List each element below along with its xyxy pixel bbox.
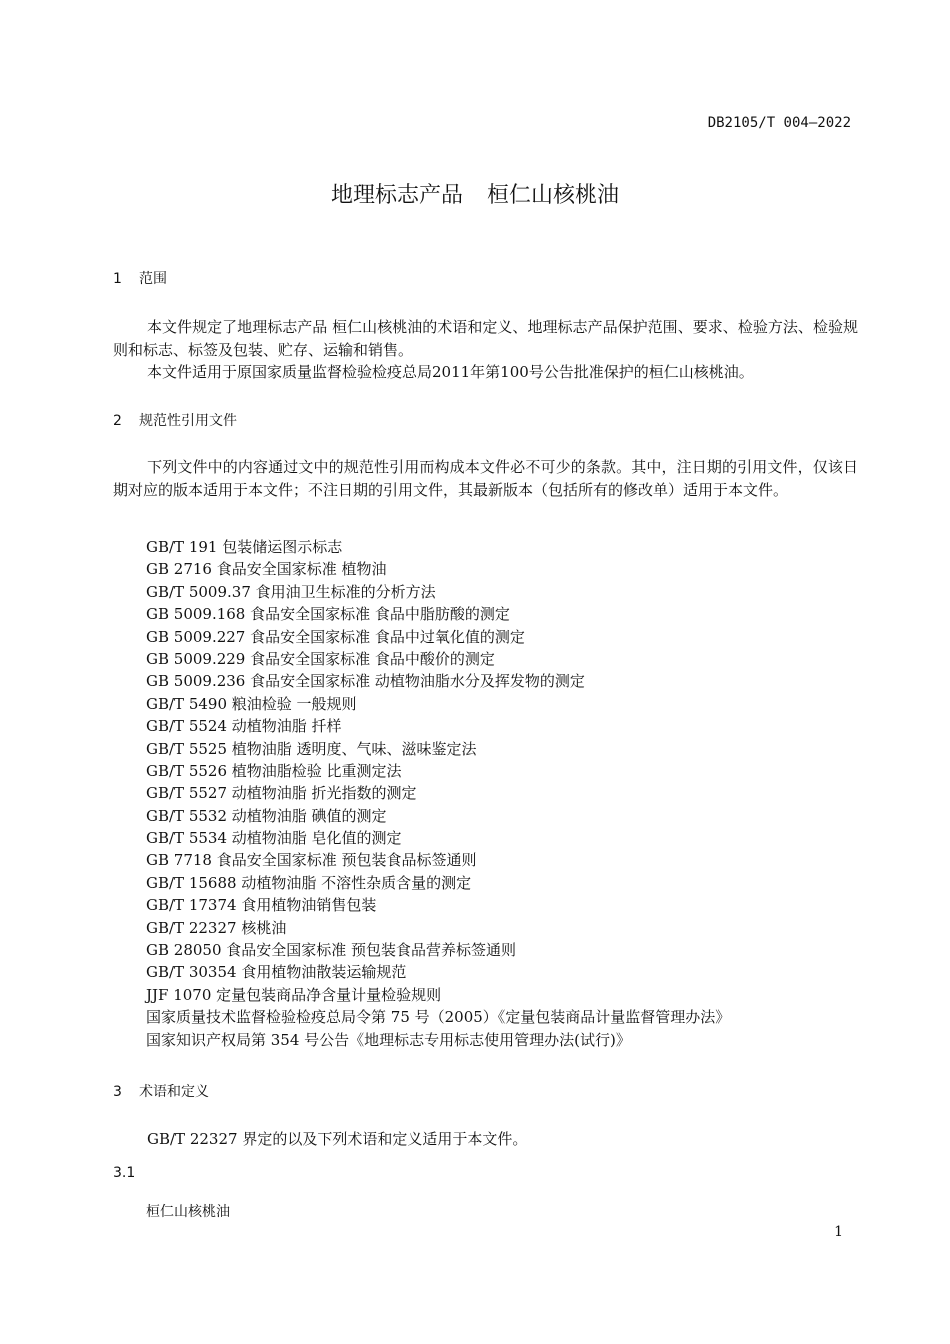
page-number: 1 xyxy=(834,1224,843,1240)
section-heading-2 xyxy=(113,410,237,430)
reference-item: GB/T 5534 动植物油脂 皂化值的测定 xyxy=(146,829,402,848)
terms-intro-text: GB/T 22327 界定的以及下列术语和定义适用于本文件。 xyxy=(147,1130,528,1148)
reference-item: GB 5009.236 食品安全国家标准 动植物油脂水分及挥发物的测定 xyxy=(146,672,585,691)
title-part-2: 桓仁山核桃油 xyxy=(487,183,620,208)
reference-item: GB 28050 食品安全国家标准 预包装食品营养标签通则 xyxy=(146,941,517,960)
reference-item: GB/T 30354 食用植物油散装运输规范 xyxy=(146,963,407,982)
scope-paragraph-1 xyxy=(113,316,858,362)
reference-item: JJF 1070 定量包装商品净含量计量检验规则 xyxy=(146,985,442,1004)
section-title: 规范性引用文件 xyxy=(139,413,237,429)
reference-item: GB/T 5532 动植物油脂 碘值的测定 xyxy=(146,806,387,825)
terms-intro-paragraph xyxy=(113,1128,858,1151)
title-part-1: 地理标志产品 xyxy=(330,183,463,208)
reference-item: GB/T 17374 食用植物油销售包装 xyxy=(146,896,377,915)
reference-item: GB 5009.229 食品安全国家标准 食品中酸价的测定 xyxy=(146,649,495,668)
section-heading-1 xyxy=(113,268,167,288)
reference-item: GB/T 5490 粮油检验 一般规则 xyxy=(146,694,357,713)
reference-item: GB 7718 食品安全国家标准 预包装食品标签通则 xyxy=(146,851,477,870)
scope-text-1: 本文件规定了地理标志产品 桓仁山核桃油的术语和定义、地理标志产品保护范围、要求、检验方法、检验规则和标志、标签及包装、贮存、运输和销售。 xyxy=(113,318,858,359)
section-heading-3 xyxy=(113,1081,209,1101)
section-number: 1 xyxy=(113,271,122,287)
reference-item: GB 5009.168 食品安全国家标准 食品中脂肪酸的测定 xyxy=(146,605,510,624)
scope-text-2: 本文件适用于原国家质量监督检验检疫总局2011年第100号公告批准保护的桓仁山核桃油。 xyxy=(147,363,754,381)
scope-paragraph-2 xyxy=(113,361,858,384)
document-id: DB2105/T 004—2022 xyxy=(707,115,851,131)
reference-item: GB/T 5527 动植物油脂 折光指数的测定 xyxy=(146,784,417,803)
reference-item: GB/T 5526 植物油脂检验 比重测定法 xyxy=(146,761,402,780)
reference-item: GB/T 22327 核桃油 xyxy=(146,918,287,937)
reference-item: GB/T 5525 植物油脂 透明度、气味、滋味鉴定法 xyxy=(146,739,477,758)
reference-item: GB/T 191 包装储运图示标志 xyxy=(146,538,343,556)
reference-item: GB 5009.227 食品安全国家标准 食品中过氧化值的测定 xyxy=(146,627,525,646)
section-number: 2 xyxy=(113,413,122,429)
normative-intro-paragraph xyxy=(113,456,858,502)
reference-item: GB/T 5009.37 食用油卫生标准的分析方法 xyxy=(146,582,436,601)
reference-item: GB 2716 食品安全国家标准 植物油 xyxy=(146,560,387,579)
section-title: 范围 xyxy=(139,271,167,287)
term-number: 3.1 xyxy=(113,1165,136,1181)
reference-list xyxy=(146,536,730,1051)
term-name: 桓仁山核桃油 xyxy=(146,1204,230,1220)
section-title: 术语和定义 xyxy=(139,1084,209,1100)
reference-item: GB/T 5524 动植物油脂 扦样 xyxy=(146,717,342,736)
section-number: 3 xyxy=(113,1084,122,1100)
normative-intro-text: 下列文件中的内容通过文中的规范性引用而构成本文件必不可少的条款。其中，注日期的引用文件，仅该日期对应的版本适用于本文件；不注日期的引用文件，其最新版本（包括所有的修改单）适用于本文件。 xyxy=(113,458,858,499)
reference-item: 国家知识产权局第 354 号公告《地理标志专用标志使用管理办法(试行)》 xyxy=(146,1030,631,1049)
document-title xyxy=(0,178,950,209)
reference-item: GB/T 15688 动植物油脂 不溶性杂质含量的测定 xyxy=(146,873,472,892)
reference-item: 国家质量技术监督检验检疫总局令第 75 号（2005）《定量包装商品计量监督管理办法》 xyxy=(146,1008,731,1027)
